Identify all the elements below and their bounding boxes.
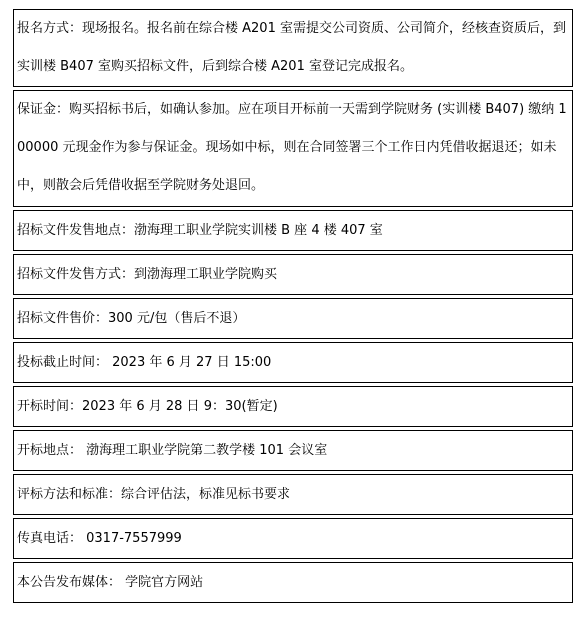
opening-time-text: 开标时间：2023 年 6 月 28 日 9：30(暂定): [17, 399, 278, 414]
notice-row-sale-location: [13, 210, 573, 251]
sale-method-text: 招标文件发售方式：到渤海理工职业学院购买: [17, 267, 278, 282]
deposit-text: 保证金：购买招标书后，如确认参加。应在项目开标前一天需到学院财务 (实训楼 B407) 缴纳 100000 元现金作为参与保证金。现场如中标，则在合同签署三个工作日内凭借收据退还；如未中，则散会后凭借收据至学院财务处退回。: [17, 102, 567, 193]
notice-row-media: [13, 562, 573, 603]
media-text: 本公告发布媒体： 学院官方网站: [17, 575, 204, 590]
notice-row-opening-location: [13, 430, 573, 471]
price-text: 招标文件售价：300 元/包（售后不退）: [17, 311, 246, 326]
notice-row-opening-time: [13, 386, 573, 427]
sale-location-text: 招标文件发售地点：渤海理工职业学院实训楼 B 座 4 楼 407 室: [17, 223, 383, 238]
notice-table: [13, 9, 573, 606]
registration-text: 报名方式：现场报名。报名前在综合楼 A201 室需提交公司资质、公司简介，经核查资质后，到实训楼 B407 室购买招标文件，后到综合楼 A201 室登记完成报名。: [17, 21, 566, 74]
notice-row-deposit: [13, 90, 573, 207]
deadline-text: 投标截止时间： 2023 年 6 月 27 日 15:00: [17, 355, 272, 370]
fax-text: 传真电话： 0317-7557999: [17, 531, 182, 546]
notice-row-sale-method: [13, 254, 573, 295]
notice-row-price: [13, 298, 573, 339]
notice-row-registration: [13, 9, 573, 87]
notice-row-evaluation: [13, 474, 573, 515]
notice-row-deadline: [13, 342, 573, 383]
notice-row-fax: [13, 518, 573, 559]
evaluation-text: 评标方法和标准：综合评估法，标准见标书要求: [17, 487, 291, 502]
opening-location-text: 开标地点： 渤海理工职业学院第二教学楼 101 会议室: [17, 443, 328, 458]
